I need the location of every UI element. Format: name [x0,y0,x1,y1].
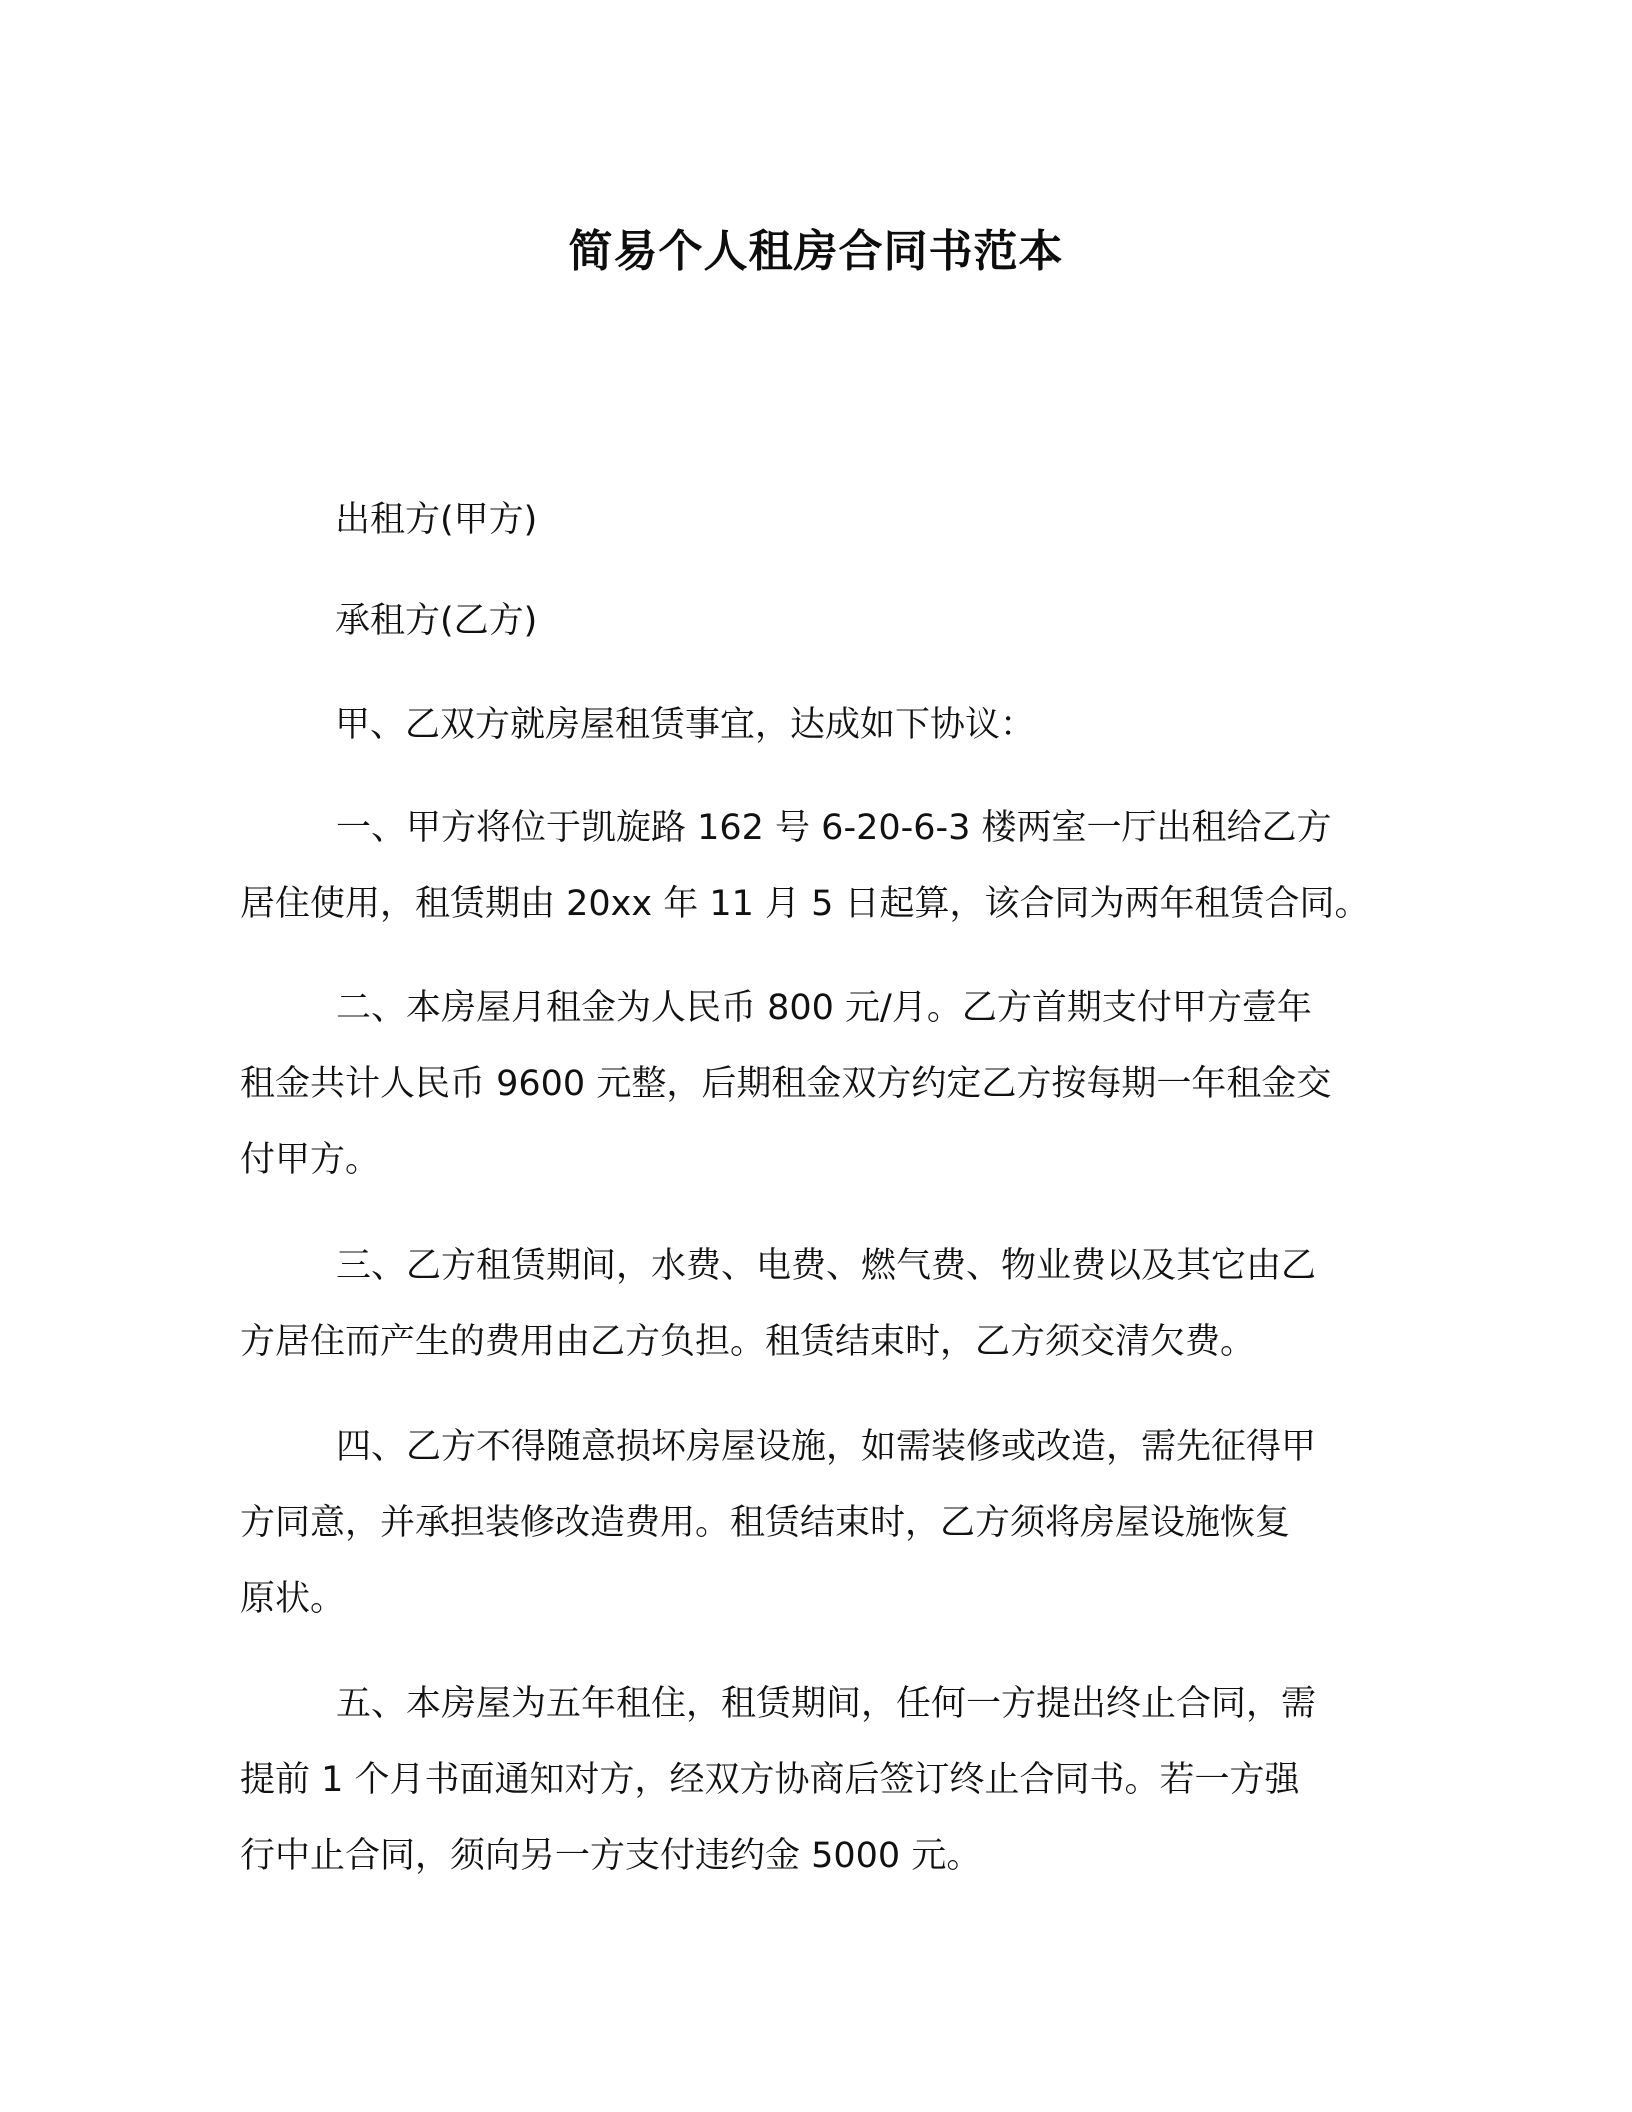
clause-line: 居住使用，租赁期由 20xx 年 11 月 5 日起算，该合同为两年租赁合同。 [240,884,1370,924]
clause-line: 行中止合同，须向另一方支付违约金 5000 元。 [240,1836,982,1876]
clause-line: 方居住而产生的费用由乙方负担。租赁结束时，乙方须交清欠费。 [240,1322,1256,1362]
lessor-line: 出租方(甲方) [335,500,538,540]
lessee-line: 承租方(乙方) [335,601,538,641]
clause-line: 四、乙方不得随意损坏房屋设施，如需装修或改造，需先征得甲 [336,1427,1317,1467]
document-title: 简易个人租房合同书范本 [568,226,1064,277]
clause-3 [240,1228,1410,1380]
clause-4 [240,1409,1410,1637]
clause-line: 三、乙方租赁期间，水费、电费、燃气费、物业费以及其它由乙 [336,1246,1317,1286]
intro-line: 甲、乙双方就房屋租赁事宜，达成如下协议： [335,705,1036,745]
clause-line: 付甲方。 [240,1140,381,1180]
clause-line: 方同意，并承担装修改造费用。租赁结束时，乙方须将房屋设施恢复 [240,1503,1291,1543]
clause-1 [240,790,1410,942]
clause-line: 原状。 [240,1579,346,1619]
clause-line: 五、本房屋为五年租住，租赁期间，任何一方提出终止合同，需 [336,1684,1317,1724]
clause-line: 一、甲方将位于凯旋路 162 号 6-20-6-3 楼两室一厅出租给乙方 [336,808,1332,848]
clause-line: 租金共计人民币 9600 元整，后期租金双方约定乙方按每期一年租金交 [240,1064,1332,1104]
clause-line: 二、本房屋月租金为人民币 800 元/月。乙方首期支付甲方壹年 [336,988,1312,1028]
clause-2 [240,970,1410,1198]
clause-line: 提前 1 个月书面通知对方，经双方协商后签订终止合同书。若一方强 [240,1760,1300,1800]
clause-5 [240,1666,1410,1894]
